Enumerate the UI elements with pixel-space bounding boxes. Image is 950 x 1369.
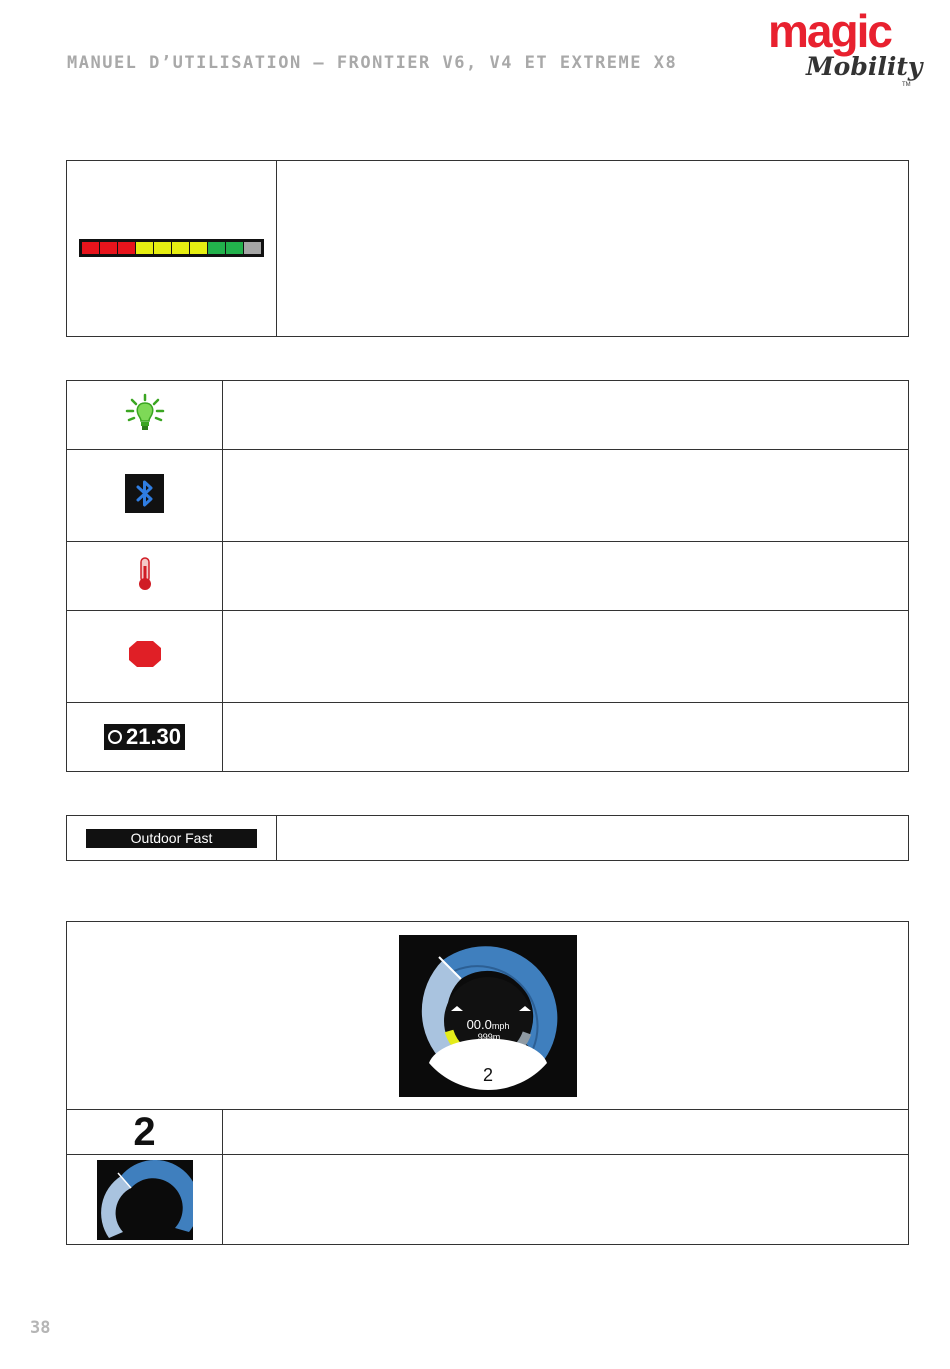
battery-segment: [136, 242, 153, 254]
battery-gauge-icon: [79, 239, 264, 257]
battery-description-cell: [277, 161, 909, 337]
speedometer-profile-number: 2: [482, 1064, 493, 1085]
drive-mode-description-cell: [277, 816, 909, 861]
temperature-description-cell: [223, 542, 909, 611]
distance-value: 999m: [477, 1031, 500, 1042]
lightbulb-icon: [123, 393, 167, 433]
document-header-title: MANUEL D’UTILISATION – FRONTIER V6, V4 ET EXTREME X8: [67, 53, 678, 73]
battery-segment: [190, 242, 207, 254]
battery-segment: [172, 242, 189, 254]
battery-segment: [82, 242, 99, 254]
lights-icon-cell: [67, 381, 223, 450]
speed-arc-icon: [97, 1160, 193, 1240]
battery-segment: [244, 242, 261, 254]
page-number: 38: [30, 1318, 51, 1338]
battery-segment: [208, 242, 225, 254]
stop-icon-cell: [67, 611, 223, 703]
drive-mode-icon-cell: [67, 816, 277, 861]
bluetooth-icon-cell: [67, 450, 223, 542]
drive-mode-table: [66, 815, 909, 861]
speedometer-table: [66, 921, 909, 1245]
speed-arc-description-cell: [223, 1155, 909, 1245]
stop-description-cell: [223, 611, 909, 703]
speed-unit: mph: [491, 1020, 509, 1031]
logo-magic-text: magic: [768, 5, 891, 57]
battery-segment: [118, 242, 135, 254]
clock-time: 21.30: [125, 724, 182, 749]
bluetooth-icon: [125, 474, 164, 513]
battery-table: [66, 160, 909, 337]
profile-description-cell: [223, 1110, 909, 1155]
stop-sign-icon: [125, 639, 165, 669]
battery-segment: [226, 242, 243, 254]
temperature-icon-cell: [67, 542, 223, 611]
battery-segment: [154, 242, 171, 254]
speed-arc-icon-cell: [67, 1155, 223, 1245]
profile-number-cell: [67, 1110, 223, 1155]
speedometer-image-cell: [67, 922, 909, 1110]
lights-description-cell: [223, 381, 909, 450]
speedometer-gauge: [399, 935, 577, 1097]
thermometer-icon: [135, 556, 155, 592]
logo-mobility-text: Mobility: [806, 52, 923, 81]
drive-mode-label: Outdoor Fast: [86, 829, 257, 848]
battery-icon-cell: [67, 161, 277, 337]
logo-trademark: TM: [902, 82, 911, 88]
battery-segment: [100, 242, 117, 254]
clock-icon: [108, 730, 122, 744]
profile-number: 2: [133, 1110, 156, 1154]
clock-display: [104, 724, 185, 750]
status-icons-table: [66, 380, 909, 772]
speed-value: 00.0: [466, 1016, 492, 1032]
clock-icon-cell: [67, 703, 223, 772]
clock-description-cell: [223, 703, 909, 772]
bluetooth-description-cell: [223, 450, 909, 542]
brand-logo: [768, 5, 923, 96]
